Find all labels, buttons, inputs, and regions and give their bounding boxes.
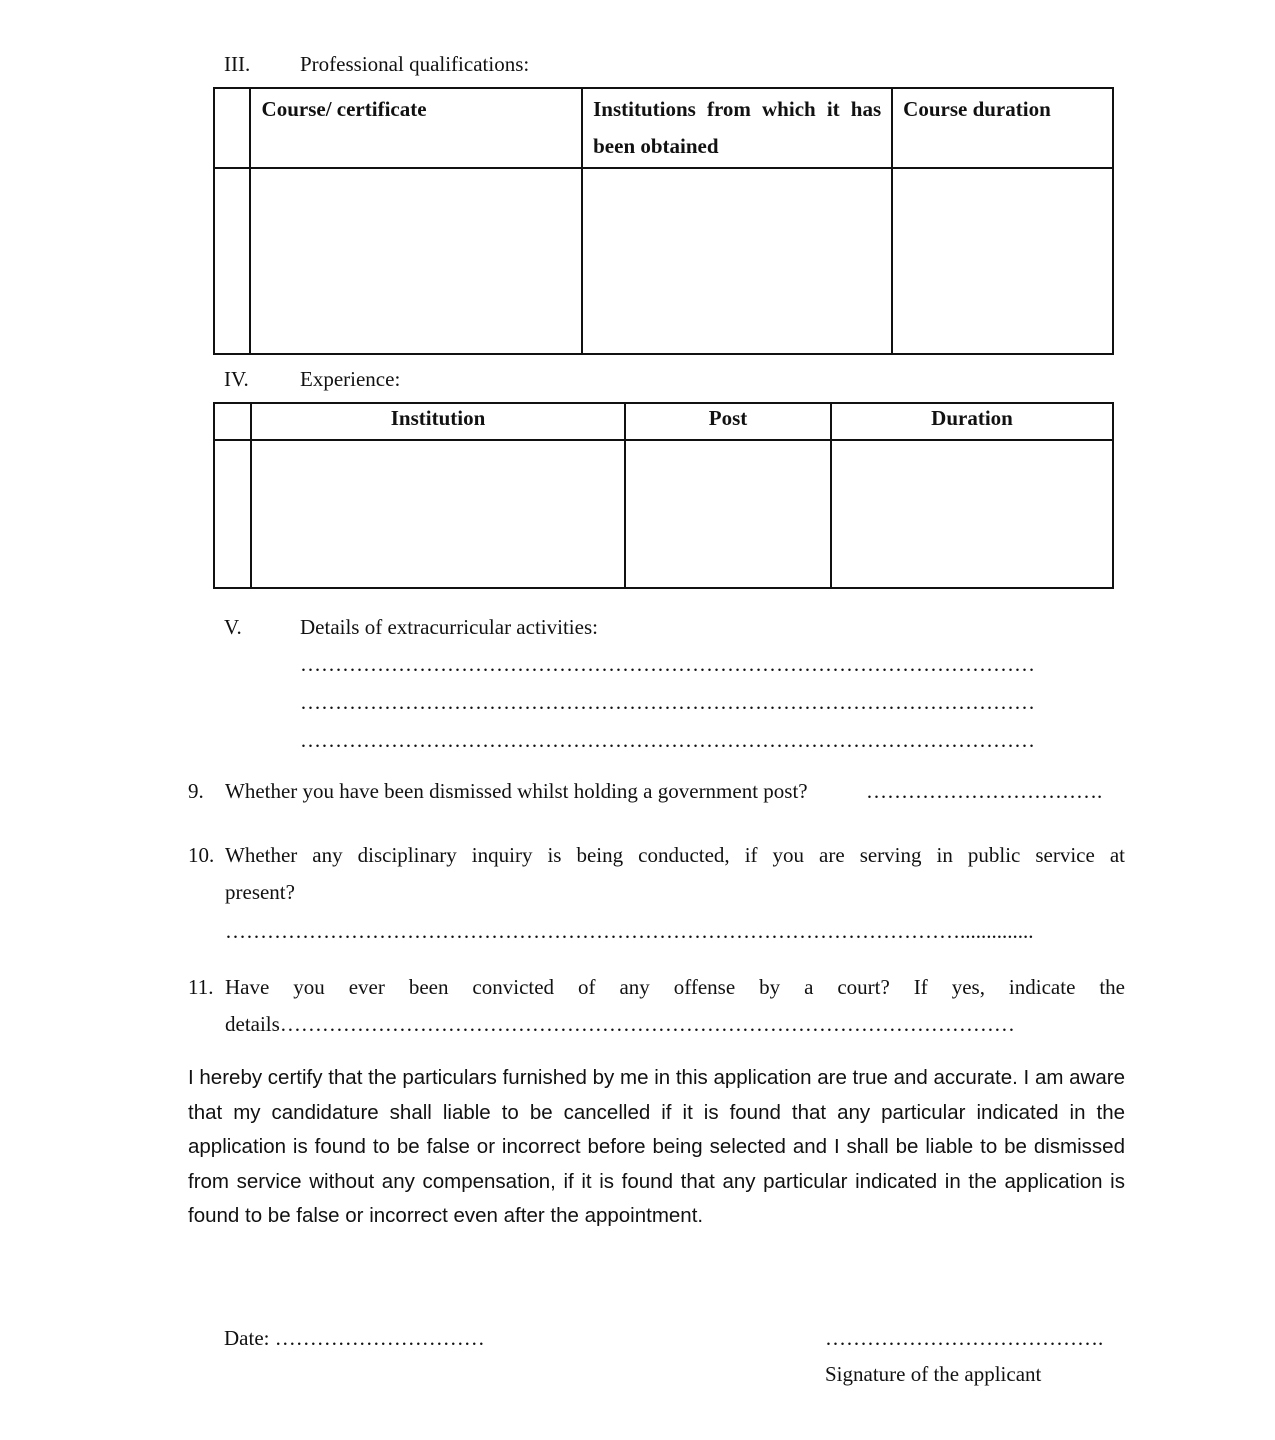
qualifications-index-header [214,88,250,168]
experience-index-header [214,403,251,440]
experience-institution-cell[interactable] [251,440,625,588]
question-10-answer-dots[interactable]: …………………………………………………………………………………………….............. [225,919,1034,943]
question-10-line-2: present? [225,880,295,904]
qualifications-table [213,87,1114,355]
experience-index-cell[interactable] [214,440,251,588]
qualifications-header-course: Course/ certificate [250,88,583,168]
section-5-number: V. [224,615,242,639]
experience-header-institution: Institution [251,403,625,440]
qualifications-header-institution: Institutions from which it has been obtained [582,88,892,168]
qualifications-institution-cell[interactable] [582,168,892,354]
certification-paragraph: I hereby certify that the particulars furnished by me in this application are true and accurate. I am aware that my candidature shall liable to be cancelled if it is found that any particular indicated in the application is found to be false or incorrect before being selected and I shall be liable to be dismissed from service without any compensation, if it is found that any particular indicated in the application is found to be false or incorrect even after the appointment. [188,1066,1125,1227]
qualifications-entry-row [214,168,1113,354]
question-11-number: 11. [188,975,214,999]
question-9-text: Whether you have been dismissed whilst holding a government post? [225,779,808,803]
section-4-title: Experience: [300,367,401,391]
section-5-title: Details of extracurricular activities: [300,615,598,639]
experience-duration-cell[interactable] [831,440,1113,588]
question-10-line-1: Whether any disciplinary inquiry is being conducted, if you are serving in public service at [225,843,1125,867]
question-10-number: 10. [188,843,215,867]
signature-dots[interactable]: …………………………………. [825,1326,1104,1350]
experience-header-row [214,403,1113,440]
qualifications-duration-cell[interactable] [892,168,1113,354]
question-9-answer-dots[interactable]: ……………………………. [866,779,1103,803]
experience-table [213,402,1114,589]
section-3-title: Professional qualifications: [300,52,530,76]
section-3-number: III. [224,52,251,76]
qualifications-course-cell[interactable] [250,168,583,354]
qualifications-index-cell[interactable] [214,168,250,354]
experience-header-post: Post [625,403,831,440]
question-9-number: 9. [188,779,204,803]
section-4-number: IV. [224,367,249,391]
extracurricular-line-1[interactable]: …………………………………………………………………………………………… [300,652,1035,676]
qualifications-header-duration: Course duration [892,88,1113,168]
experience-header-duration: Duration [831,403,1113,440]
experience-post-cell[interactable] [625,440,831,588]
extracurricular-line-2[interactable]: …………………………………………………………………………………………… [300,690,1035,714]
extracurricular-line-3[interactable]: …………………………………………………………………………………………… [300,728,1035,752]
question-11-line-1: Have you ever been convicted of any offense by a court? If yes, indicate the [225,975,1125,999]
signature-label: Signature of the applicant [825,1362,1042,1386]
question-11-details-line[interactable]: details…………………………………………………………………………………………… [225,1012,1015,1036]
qualifications-header-row [214,88,1113,168]
experience-entry-row [214,440,1113,588]
date-field[interactable]: Date: ………………………… [224,1326,485,1350]
